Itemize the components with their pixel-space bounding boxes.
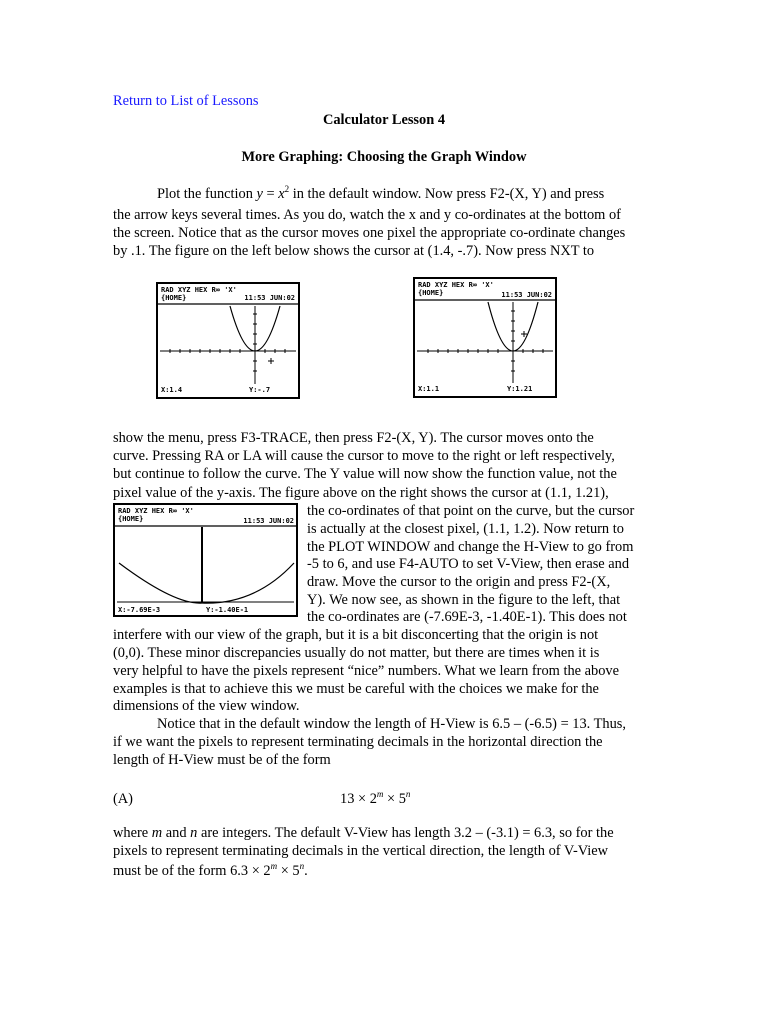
cursor-cross <box>268 358 274 364</box>
para2-line4: pixel value of the y-axis. The figure above on the right shows the cursor at (1.1, 1.21), <box>113 485 609 501</box>
para4-period: . <box>304 863 308 879</box>
para2-wrap4: -5 to 6, and use F4-AUTO to set V-View, then erase and <box>307 556 630 572</box>
home-indicator: {HOME} <box>418 289 444 297</box>
x-readout: X:1.4 <box>161 386 183 394</box>
x-readout: X:-7.69E-3 <box>118 606 161 614</box>
para2-line2: curve. Pressing RA or LA will cause the cursor to move to the right or left respectively, <box>113 448 615 464</box>
para2-line3: but continue to follow the curve. The Y value will now show the function value, not the <box>113 466 617 482</box>
formula-a-m: m <box>376 789 384 799</box>
para2-line6: (0,0). These minor discrepancies usually do not matter, but there are times when it is <box>113 645 600 661</box>
para2-line7: very helpful to have the pixels represent “nice” numbers. What we learn from the above <box>113 663 620 679</box>
para3-line2: if we want the pixels to represent terminating decimals in the horizontal direction the <box>113 734 603 750</box>
para4-line1 <box>113 824 614 842</box>
calculator-screen-left <box>156 282 300 399</box>
para4-text-c: must be of the form <box>113 863 231 879</box>
para2-wrap7: the co-ordinates are (-7.69E-3, -1.40E-1). This does not <box>307 609 627 625</box>
exponent: 2 <box>284 184 290 194</box>
para1-line3: the screen. Notice that as the cursor moves one pixel the appropriate co-ordinate changes <box>113 225 626 241</box>
para4-text-a: where <box>113 825 152 841</box>
para1-text-b: in the default window. Now press F2-(X, Y) and press <box>292 186 605 202</box>
page-subtitle: More Graphing: Choosing the Graph Window <box>241 149 527 165</box>
x-readout: X:1.1 <box>418 385 440 393</box>
page-title: Calculator Lesson 4 <box>322 112 446 128</box>
para2-wrap6: Y). We now see, as shown in the figure to the left, that <box>307 592 621 608</box>
eq-sign: = <box>262 186 279 202</box>
status-line: RAD XYZ HEX R∞ 'X' <box>418 281 494 289</box>
status-line: RAD XYZ HEX R∞ 'X' <box>118 507 194 515</box>
y-readout: Y:-1.40E-1 <box>206 606 249 614</box>
screen-right-graphic <box>415 279 555 396</box>
para2-wrap5: draw. Move the cursor to the origin and press F2-(X, <box>307 574 611 590</box>
para1-line4: by .1. The figure on the left below shows the cursor at (1.4, -.7). Now press NXT to <box>113 243 595 259</box>
status-line: RAD XYZ HEX R∞ 'X' <box>161 286 237 294</box>
inline-formula <box>257 186 290 202</box>
curve-right <box>202 563 294 603</box>
home-indicator: {HOME} <box>118 515 144 523</box>
y-readout: Y:-.7 <box>249 386 271 394</box>
para3-line3: length of H-View must be of the form <box>113 752 331 768</box>
curve-left <box>119 563 202 603</box>
para4-text-b: are integers. The default V-View has length 3.2 – (-3.1) = 6.3, so for the <box>197 825 614 841</box>
formula-a <box>340 790 410 808</box>
y-readout: Y:1.21 <box>507 385 533 393</box>
return-to-lessons-link[interactable]: Return to List of Lessons <box>113 93 259 109</box>
clock: 11:53 JUN:02 <box>501 291 552 299</box>
para2-line9: dimensions of the view window. <box>113 698 300 714</box>
para4-var-m: m <box>151 825 163 841</box>
para1-text-a: Plot the function <box>157 186 257 202</box>
home-indicator: {HOME} <box>161 294 187 302</box>
var-y: y <box>256 186 263 202</box>
formula-a-base: 13 × 2 <box>340 791 377 807</box>
para4-line3 <box>113 862 308 880</box>
para1-line1 <box>157 185 604 203</box>
formula-a-times5: × 5 <box>383 791 406 807</box>
clock: 11:53 JUN:02 <box>243 517 294 525</box>
formula-a-n: n <box>405 789 411 799</box>
para2-wrap3: the PLOT WINDOW and change the H-View to go from <box>307 539 634 555</box>
calculator-screen-third <box>113 503 298 617</box>
para2-wrap1: the co-ordinates of that point on the curve, but the cursor <box>307 503 635 519</box>
para4-and: and <box>162 825 191 841</box>
para4-line2: pixels to represent terminating decimals in the vertical direction, the length of V-View <box>113 843 609 859</box>
para2-line5: interfere with our view of the graph, but it is a bit disconcerting that the origin is not <box>113 627 599 643</box>
return-to-lessons-link-wrap <box>113 92 259 110</box>
para4-var-n: n <box>190 825 198 841</box>
para2-line8: examples is that to achieve this we must be careful with the choices we make for the <box>113 681 599 697</box>
cursor-cross <box>521 331 527 337</box>
para2-wrap2: is actually at the closest pixel, (1.1, 1.2). Now return to <box>307 521 624 537</box>
calculator-screen-right <box>413 277 557 398</box>
para4-formula-n: n <box>299 861 305 871</box>
clock: 11:53 JUN:02 <box>244 294 295 302</box>
para4-formula-times5: × 5 <box>277 863 300 879</box>
formula-a-label: (A) <box>113 791 133 807</box>
para4-formula-m: m <box>270 861 278 871</box>
screen-third-graphic <box>115 505 296 615</box>
para3-line1: Notice that in the default window the length of H-View is 6.5 – (-6.5) = 13. Thus, <box>157 716 626 732</box>
para2-line1: show the menu, press F3-TRACE, then press F2-(X, Y). The cursor moves onto the <box>113 430 594 446</box>
para4-formula-base: 6.3 × 2 <box>230 863 271 879</box>
para1-line2: the arrow keys several times. As you do, watch the x and y co-ordinates at the bottom of <box>113 207 621 223</box>
var-x: x <box>278 186 285 202</box>
screen-left-graphic <box>158 284 298 397</box>
